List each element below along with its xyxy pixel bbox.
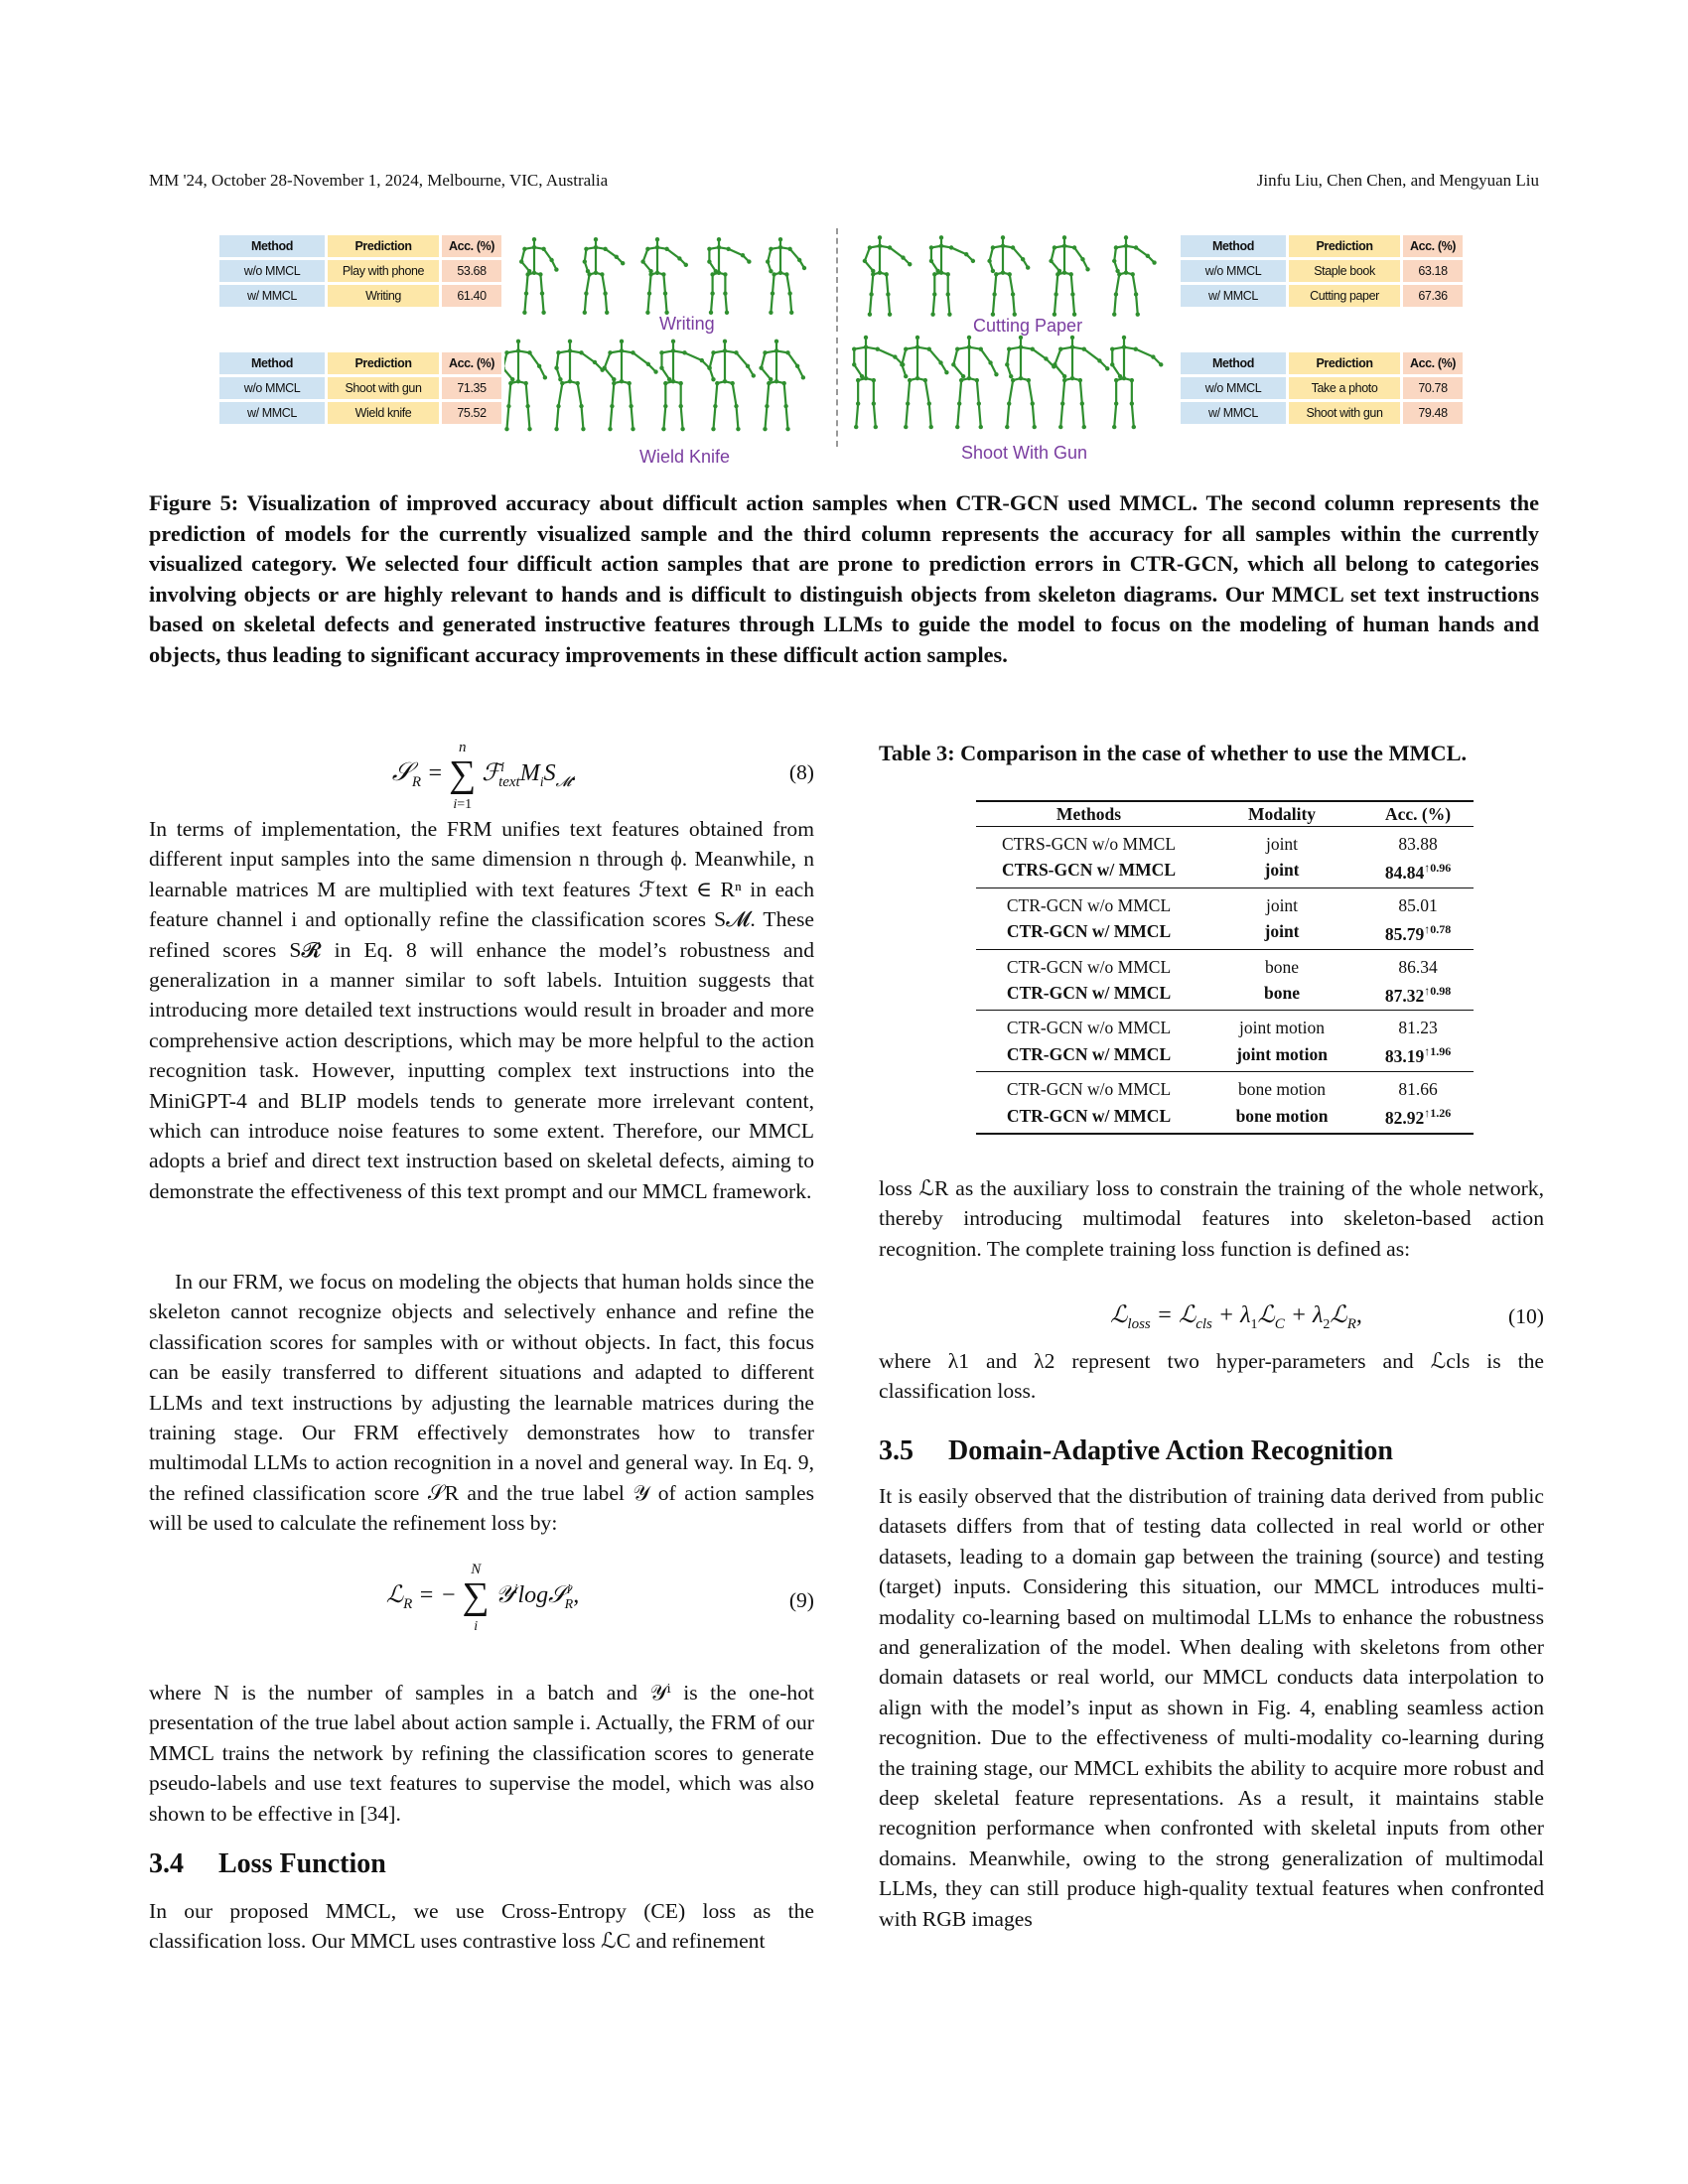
pred-w: Wield knife (328, 402, 439, 424)
acc-w: 61.40 (442, 285, 501, 307)
acc-value: 81.66 (1398, 1079, 1438, 1100)
improvement-superscript: ↑1.26 (1424, 1106, 1452, 1121)
table3-cell-modality: joint motion (1238, 1018, 1326, 1038)
eq8-number: (8) (788, 760, 814, 784)
table3-cell-method: CTRS-GCN w/ MMCL (976, 856, 1201, 887)
skeleton-figure (659, 340, 711, 432)
skeleton-figure (852, 336, 905, 430)
skeleton-figure (504, 340, 547, 432)
left-paragraph-1: In terms of implementation, the FRM unifies text features obtained from different input samples into the same dimension n through ϕ. Meanwhile, n learnable matrices M are multiplied with text features ℱtext ∈ Rⁿ in each feature channel i and optionally refine the classification scores S𝓜. These refined scores S𝓡 in Eq. 8 will enhance the model’s robustness and generalization in a manner similar to soft labels. Intuition suggests that introducing more detailed text instructions would result in broader and more comprehensive action descriptions, which may be more helpful to the action recognition task. However, inputting complex text instructions into the MiniGPT-4 and BLIP models tends to generate more irrelevant content, which can introduce noise features to some extent. Therefore, our MMCL adopts a brief and direct text instruction based on skeletal defects, aiming to demonstrate the effectiveness of this text prompt and our MMCL framework. (149, 817, 814, 1203)
acc-value: 85.01 (1398, 894, 1438, 915)
section-3-5-heading (879, 1435, 1544, 1467)
equation-9: ℒ$_R$ = − N ∑ i 𝒴$^i$log𝒮$^i_R$, (9) (385, 1562, 814, 1634)
table3-header-methods: Methods (976, 801, 1201, 827)
skeleton-figure (640, 237, 688, 315)
skeleton-figure (1112, 235, 1157, 317)
table3-cell-modality: joint (1201, 917, 1362, 949)
row-w: w/ MMCL (219, 402, 325, 424)
col-method: Method (1181, 235, 1286, 257)
table3-header-modality: Modality (1201, 801, 1362, 827)
table3-cell-acc (1362, 1101, 1474, 1134)
acc-wo: 63.18 (1403, 260, 1463, 282)
acc-wo: 70.78 (1403, 377, 1463, 399)
row-w: w/ MMCL (1181, 402, 1286, 424)
col-method: Method (219, 235, 325, 257)
figure-table-writing (216, 232, 504, 310)
col-prediction: Prediction (328, 235, 439, 257)
improvement-superscript: ↑0.96 (1424, 861, 1452, 875)
table3-row (976, 1072, 1474, 1102)
acc-value: 84.84 (1384, 862, 1425, 883)
skeleton-figure (1005, 336, 1055, 430)
table3-cell-modality: bone (1201, 979, 1362, 1011)
table3-cell-modality: bone motion (1238, 1079, 1326, 1100)
divider-top (836, 228, 838, 332)
table3-row (976, 917, 1474, 949)
col-acc: Acc. (%) (442, 235, 501, 257)
table3-header-acc: Acc. (%) (1362, 801, 1474, 827)
table3-row (976, 949, 1474, 979)
label-wield-knife: Wield Knife (639, 447, 731, 467)
left-paragraph-2: In our FRM, we focus on modeling the objects that human holds since the skeleton cannot recognize objects and selectively enhance and refine the classification scores for samples with or without objects. In fact, this focus can be easily transferred to different situations and adapted to different LLMs and text instructions by adjusting the learnable matrices during the training stage. Our FRM effectively demonstrates how to transfer multimodal LLMs to action recognition in a novel and general way. In Eq. 9, the refined classification score 𝒮R and the true label 𝒴 of action samples will be used to calculate the refinement loss by: (149, 1270, 814, 1536)
figure-caption: Figure 5: Visualization of improved accuracy about difficult action samples when CTR-GCN used MMCL. The second column represents the prediction of models for the currently visualized sample and the third column represents the accuracy for all samples within the currently visualized category. We selected four difficult action samples that are prone to prediction errors in CTR-GCN, which all belong to categories involving objects or are highly relevant to hands and is difficult to distinguish objects from skeleton diagrams. Our MMCL set text instructions based on skeletal defects and generated instructive features through LLMs to guide the model to focus on the modeling of human hands and objects, thus leading to significant accuracy improvements in these difficult action samples. (149, 490, 1539, 667)
improvement-superscript: ↑0.98 (1424, 983, 1452, 998)
skeleton-figure (1110, 336, 1163, 430)
skeleton-figure (929, 235, 975, 317)
equation-10: ℒ$_{loss}$ = ℒ$_{cls}$ + $\lambda_1ℒ_C$ + $\lambda_2ℒ_R$, (10) (1110, 1302, 1544, 1332)
table3-cell-modality: joint (1265, 894, 1299, 915)
table3-row (976, 856, 1474, 887)
table3-cell-method: CTR-GCN w/ MMCL (976, 979, 1201, 1011)
pred-wo: Staple book (1289, 260, 1400, 282)
table3-cell-method: CTR-GCN w/ MMCL (976, 1039, 1201, 1071)
skeleton-figure (583, 237, 626, 315)
acc-value: 82.92 (1384, 1108, 1425, 1129)
acc-value: 85.79 (1384, 923, 1425, 944)
col-method: Method (219, 352, 325, 374)
table3-cell-acc (1362, 1072, 1474, 1102)
col-prediction: Prediction (1289, 352, 1400, 374)
section-number: 3.4 (149, 1848, 184, 1879)
col-prediction: Prediction (328, 352, 439, 374)
table3-cell-method: CTR-GCN w/o MMCL (1006, 1079, 1172, 1100)
acc-value: 83.19 (1384, 1046, 1425, 1067)
acc-wo: 53.68 (442, 260, 501, 282)
row-w: w/ MMCL (219, 285, 325, 307)
skeleton-sequence-top (504, 226, 1172, 326)
row-wo: w/o MMCL (1181, 260, 1286, 282)
section-3-4-heading (149, 1848, 814, 1880)
table-3 (976, 800, 1474, 1135)
table3-cell-modality: joint (1265, 834, 1299, 854)
pred-wo: Play with phone (328, 260, 439, 282)
table3-cell-modality: joint motion (1201, 1039, 1362, 1071)
acc-value: 86.34 (1398, 956, 1438, 977)
skeleton-figure (951, 336, 999, 430)
table3-row (976, 887, 1474, 917)
improvement-superscript: ↑1.96 (1424, 1044, 1452, 1059)
col-acc: Acc. (%) (1403, 235, 1463, 257)
acc-value: 83.88 (1398, 834, 1438, 854)
running-header-right: Jinfu Liu, Chen Chen, and Mengyuan Liu (1256, 171, 1539, 190)
col-acc: Acc. (%) (1403, 352, 1463, 374)
section-title: Domain-Adaptive Action Recognition (948, 1435, 1393, 1466)
table3-cell-method: CTR-GCN w/o MMCL (1006, 956, 1172, 977)
table3-cell-acc (1362, 917, 1474, 949)
table3-cell-modality: joint (1201, 856, 1362, 887)
acc-w: 67.36 (1403, 285, 1463, 307)
table3-cell-acc (1362, 979, 1474, 1011)
section-number: 3.5 (879, 1435, 914, 1466)
label-shoot-with-gun: Shoot With Gun (961, 443, 1088, 463)
pred-w: Shoot with gun (1289, 402, 1400, 424)
table3-cell-method: CTR-GCN w/ MMCL (976, 917, 1201, 949)
pred-wo: Take a photo (1289, 377, 1400, 399)
skeleton-figure (1053, 336, 1109, 430)
col-prediction: Prediction (1289, 235, 1400, 257)
table3-cell-acc (1362, 949, 1474, 979)
left-paragraph-3: where N is the number of samples in a batch and 𝒴ⁱ is the one-hot presentation of the true label about action sample i. Actually, the FRM of our MMCL trains the network by refining the classification scores to generate pseudo-labels and use text features to supervise the model, which was also shown to be effective in [34]. (149, 1681, 814, 1826)
skeleton-figure (987, 235, 1030, 317)
eq10-number: (10) (1508, 1304, 1544, 1328)
table3-row (976, 979, 1474, 1011)
skeleton-figure (707, 340, 756, 432)
table3-row (976, 827, 1474, 857)
figure-5 (0, 0, 1688, 477)
label-writing: Writing (659, 314, 715, 334)
eq9-number: (9) (788, 1588, 814, 1612)
col-acc: Acc. (%) (442, 352, 501, 374)
right-paragraph-3: It is easily observed that the distribution of training data derived from public datasets differs from that of testing data collected in real world or other datasets, leading to a domain gap between the training (source) and testing (target) inputs. Considering this situation, our MMCL introduces multi-modality co-learning based on multimodal LLMs to enhance the robustness and generalization of the model. When dealing with skeletons from other domain datasets or real world, our MMCL conducts data interpolation to align with the model’s input as shown in Fig. 4, enabling seamless action recognition. Due to the effectiveness of multi-modality co-learning during the training stage, our MMCL exhibits the ability to acquire more robust and deep skeletal feature representations. As a result, it maintains stable recognition performance when confronted with skeletal inputs from other domains. Meanwhile, owing to the strong generalization of multimodal LLMs, they can still produce high-quality textual features when confronted with RGB images (879, 1484, 1544, 1931)
row-wo: w/o MMCL (219, 377, 325, 399)
right-paragraph-2: where λ1 and λ2 represent two hyper-parameters and ℒcls is the classification loss. (879, 1349, 1544, 1404)
table3-cell-acc (1362, 856, 1474, 887)
skeleton-figure (766, 237, 806, 315)
skeleton-figure (603, 340, 658, 432)
acc-w: 75.52 (442, 402, 501, 424)
table3-row (976, 1101, 1474, 1134)
col-method: Method (1181, 352, 1286, 374)
table3-row (976, 1039, 1474, 1071)
skeleton-figure (554, 340, 604, 432)
row-w: w/ MMCL (1181, 285, 1286, 307)
section-title: Loss Function (218, 1848, 386, 1879)
table-3-caption: Table 3: Comparison in the case of whether to use the MMCL. (879, 741, 1468, 765)
figure-table-cutting-paper (1178, 232, 1466, 310)
table3-cell-method: CTR-GCN w/o MMCL (1006, 894, 1172, 915)
skeleton-sequence-bottom (504, 334, 1172, 443)
acc-wo: 71.35 (442, 377, 501, 399)
acc-value: 81.23 (1398, 1018, 1438, 1038)
row-wo: w/o MMCL (1181, 377, 1286, 399)
skeleton-figure (759, 340, 805, 432)
pred-wo: Shoot with gun (328, 377, 439, 399)
table3-cell-method: CTR-GCN w/ MMCL (976, 1101, 1201, 1134)
skeleton-figure (863, 235, 913, 317)
table3-cell-method: CTR-GCN w/o MMCL (1006, 1018, 1172, 1038)
table3-cell-acc (1362, 887, 1474, 917)
skeleton-figure (519, 237, 559, 315)
table3-cell-modality: bone (1264, 956, 1300, 977)
left-paragraph-4: In our proposed MMCL, we use Cross-Entropy (CE) loss as the classification loss. Our MMCL uses contrastive loss ℒC and refinement (149, 1899, 814, 1954)
table3-cell-method: CTRS-GCN w/o MMCL (1001, 834, 1177, 854)
skeleton-figure (900, 336, 948, 430)
equation-8: 𝒮$_R$ = n ∑ i=1 $ℱ^i_{text}M_iS_𝓜$. (8) (391, 740, 814, 812)
table3-row (976, 1011, 1474, 1040)
figure-table-wield-knife (216, 349, 504, 427)
table3-cell-acc (1362, 827, 1474, 857)
figure-table-shoot-with-gun (1178, 349, 1466, 427)
row-wo: w/o MMCL (219, 260, 325, 282)
improvement-superscript: ↑0.78 (1424, 921, 1452, 936)
table3-cell-acc (1362, 1039, 1474, 1071)
table3-cell-modality: bone motion (1201, 1101, 1362, 1134)
acc-w: 79.48 (1403, 402, 1463, 424)
acc-value: 87.32 (1384, 985, 1425, 1006)
skeleton-figure (707, 237, 751, 315)
running-header-left: MM '24, October 28-November 1, 2024, Melbourne, VIC, Australia (149, 171, 609, 190)
label-cutting-paper: Cutting Paper (973, 316, 1083, 336)
skeleton-figure (1049, 235, 1089, 317)
pred-w: Writing (328, 285, 439, 307)
divider-bottom (836, 338, 838, 447)
right-paragraph-1: loss ℒR as the auxiliary loss to constrain the training of the whole network, thereby introducing multimodal features into skeleton-based action recognition. The complete training loss function is defined as: (879, 1176, 1544, 1261)
table3-cell-acc (1362, 1011, 1474, 1040)
pred-w: Cutting paper (1289, 285, 1400, 307)
